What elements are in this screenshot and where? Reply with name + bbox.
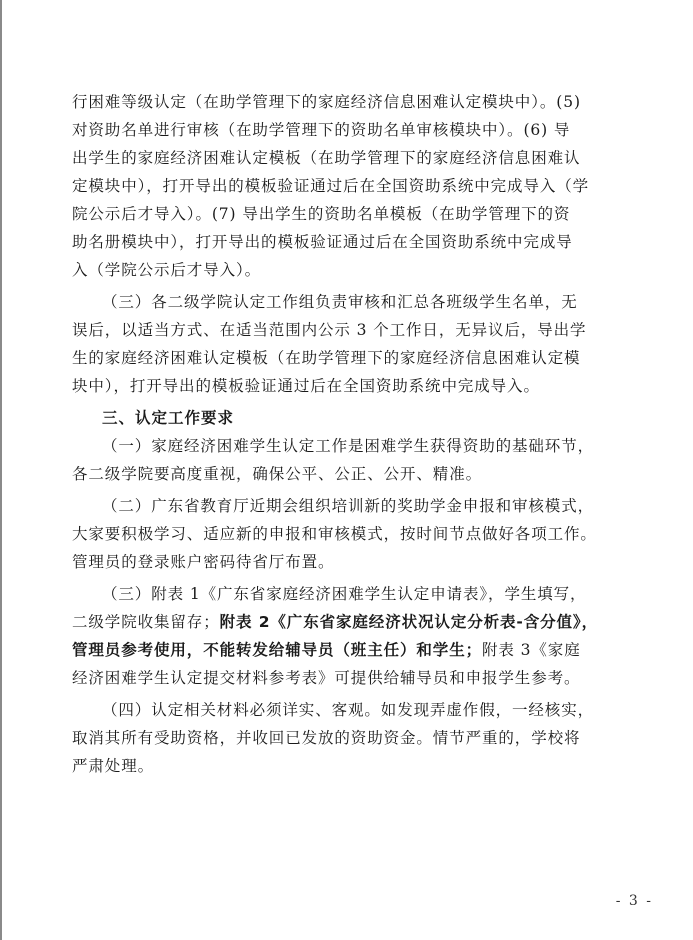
paragraph-line: 助名册模块中），打开导出的模板验证通过后在全国资助系统中完成导 — [72, 233, 573, 251]
paragraph-line: （三）附表 1《广东省家庭经济困难学生认定申请表》，学生填写， — [102, 585, 587, 603]
bold-text-run: 管理员参考使用，不能转发给辅导员（班主任）和学生； — [72, 641, 483, 659]
paragraph-line: 严肃处理。 — [72, 757, 155, 775]
paragraph-line: 经济困难学生认定提交材料参考表》可提供给辅导员和申报学生参考。 — [72, 669, 581, 687]
paragraph-line: 各二级学院要高度重视，确保公平、公正、公开、精准。 — [72, 465, 483, 483]
text-run: 二级学院收集留存； — [72, 613, 220, 631]
paragraph-line: 行困难等级认定（在助学管理下的家庭经济信息困难认定模块中）。(5) — [72, 93, 581, 111]
text-run: 附表 3《家庭 — [482, 641, 581, 659]
paragraph-line: 院公示后才导入）。(7) 导出学生的资助名单模板（在助学管理下的资 — [72, 205, 571, 223]
paragraph-line: （四）认定相关材料必须详实、客观。如发现弄虚作假，一经核实， — [102, 701, 595, 719]
paragraph-line: 出学生的家庭经济困难认定模板（在助学管理下的家庭经济信息困难认 — [72, 149, 581, 167]
paragraph-line: 误后，以适当方式、在适当范围内公示 3 个工作日，无异议后，导出学 — [72, 321, 587, 339]
document-page — [72, 88, 652, 780]
paragraph-line: 管理员的登录账户密码待省厅布置。 — [72, 553, 335, 571]
page-number: - 3 - — [615, 893, 653, 909]
paragraph-line: 大家要积极学习、适应新的申报和审核模式，按时间节点做好各项工作。 — [72, 525, 597, 543]
paragraph-line: 入（学院公示后才导入）。 — [72, 261, 262, 279]
paragraph-line: （一）家庭经济困难学生认定工作是困难学生获得资助的基础环节， — [102, 437, 595, 455]
paragraph-line: 取消其所有受助资格，并收回已发放的资助资金。情节严重的，学校将 — [72, 729, 581, 747]
paragraph-line: 块中），打开导出的模板验证通过后在全国资助系统中完成导入。 — [72, 377, 540, 395]
paragraph-line: 生的家庭经济困难认定模板（在助学管理下的家庭经济信息困难认定模 — [72, 349, 581, 367]
paragraph-line: （二）广东省教育厅近期会组织培训新的奖助学金申报和审核模式， — [102, 497, 595, 515]
paragraph-line — [72, 608, 652, 636]
paragraph-line: 定模块中），打开导出的模板验证通过后在全国资助系统中完成导入（学 — [72, 177, 590, 195]
paragraph-line: （三）各二级学院认定工作组负责审核和汇总各班级学生名单，无 — [102, 293, 578, 311]
paragraph-line — [72, 636, 652, 664]
section-heading: 三、认定工作要求 — [102, 409, 235, 427]
bold-text-run: 附表 2《广东省家庭经济状况认定分析表-含分值》， — [219, 613, 598, 631]
paragraph-line: 对资助名单进行审核（在助学管理下的资助名单审核模块中）。(6) 导 — [72, 121, 571, 139]
page-edge-border — [0, 0, 2, 940]
